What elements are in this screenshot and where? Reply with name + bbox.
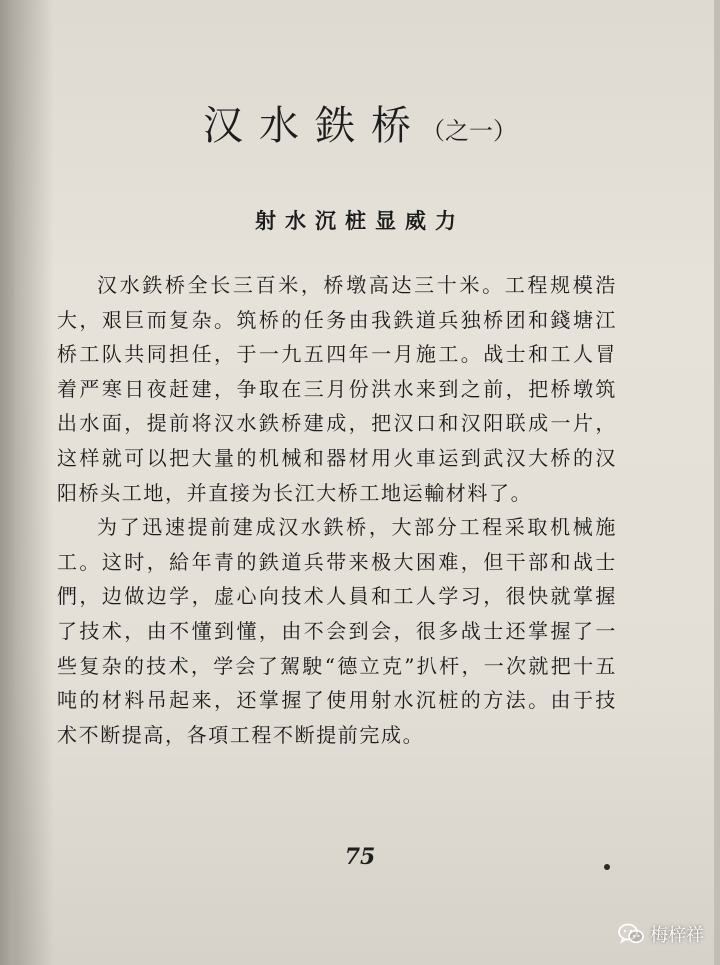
ink-dot [604,864,610,870]
watermark [618,921,704,947]
chapter-title-main: 汉水鉄桥 [203,103,427,149]
paragraph-2: 为了迅速提前建成汉水鉄桥，大部分工程采取机械施工。这时，給年青的鉄道兵带来极大困难，但干部和战士們，边做边学，虚心向技术人員和工人学习，很快就掌握了技术，由不懂到懂，由不会到会，很多战士还掌握了一些复杂的技术，学会了駕駛“德立克”扒杆，一次就把十五吨的材料吊起来，还掌握了使用射水沉桩的方法。由于技术不断提高，各項工程不断提前完成。 [57,515,617,747]
chapter-title-suffix: （之一） [421,117,517,145]
watermark-text: 梅梓祥 [650,925,704,946]
section-subtitle: 射水沉桩显威力 [255,209,465,233]
body-text [57,268,617,752]
chapter-title [0,94,720,151]
wechat-logo-icon [618,923,644,945]
page-number: 75 [344,844,376,870]
paragraph-1: 汉水鉄桥全长三百米，桥墩高达三十米。工程规模浩大，艰巨而复杂。筑桥的任务由我鉄道兵独桥团和錢塘江桥工队共同担任，于一九五四年一月施工。战士和工人冒着严寒日夜赶建，争取在三月份洪水来到之前，把桥墩筑出水面，提前将汉水鉄桥建成，把汉口和汉阳联成一片，这样就可以把大量的机械和器材用火車运到武汉大桥的汉阳桥头工地，并直接为长江大桥工地运輸材料了。 [57,273,617,505]
